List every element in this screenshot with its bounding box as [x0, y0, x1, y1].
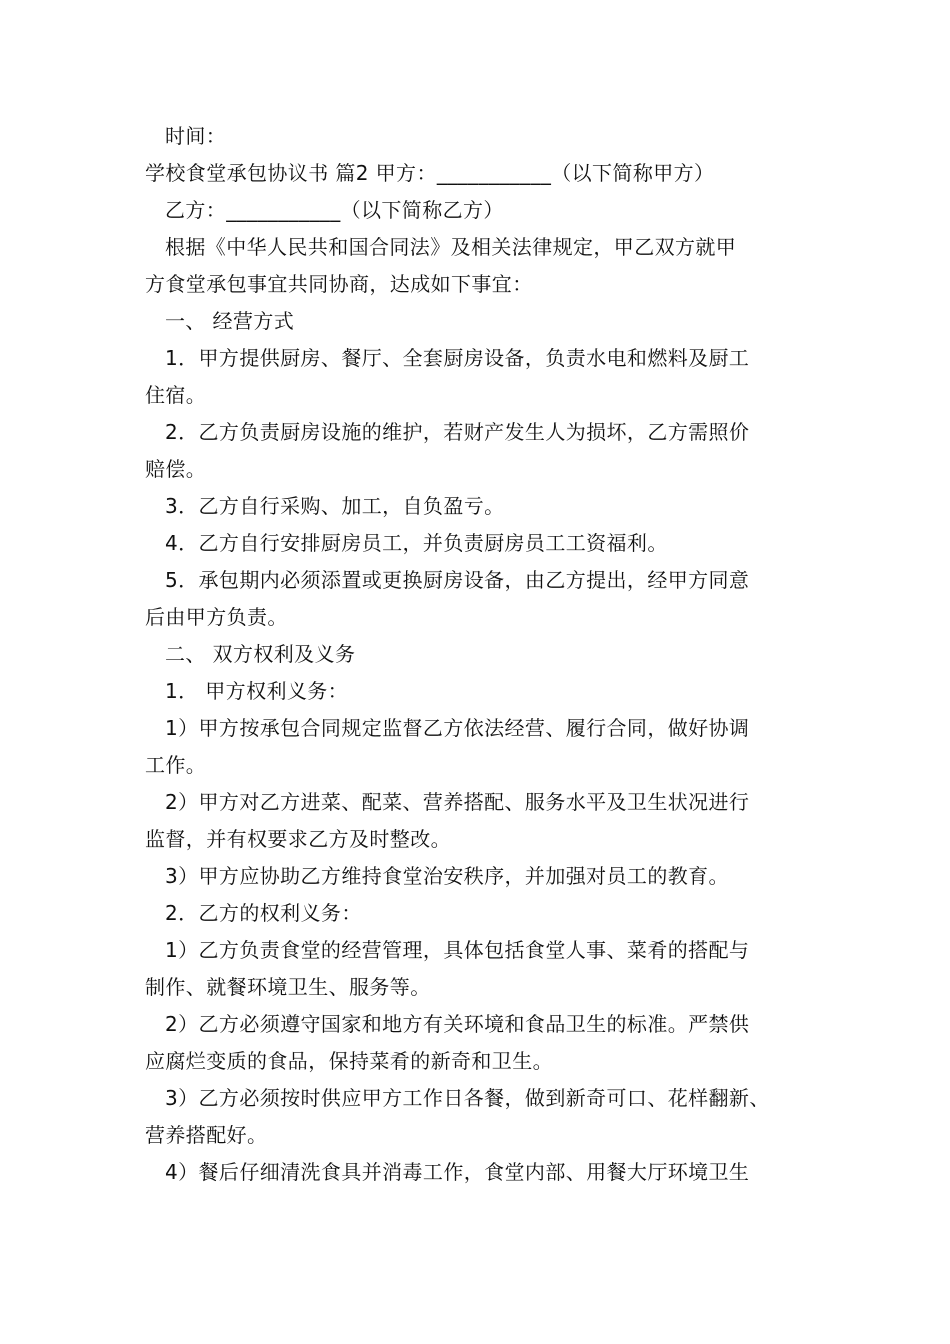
- doc-line-b3a: 3）乙方必须按时供应甲方工作日各餐，做到新奇可口、花样翻新、: [165, 1086, 770, 1110]
- doc-line-preamble-2: 方食堂承包事宜共同协商，达成如下事宜：: [145, 272, 533, 296]
- doc-line-title-party-a: 学校食堂承包协议书 篇2 甲方：___________（以下简称甲方）: [145, 161, 715, 185]
- doc-line-preamble-1: 根据《中华人民共和国合同法》及相关法律规定，甲乙双方就甲: [165, 235, 737, 259]
- doc-line-time: 时间：: [165, 124, 227, 148]
- doc-line-a3: 3）甲方应协助乙方维持食堂治安秩序，并加强对员工的教育。: [165, 864, 729, 888]
- doc-line-a1a: 1）甲方按承包合同规定监督乙方依法经营、履行合同，做好协调: [165, 716, 750, 740]
- doc-line-party-b: 乙方：___________（以下简称乙方）: [165, 198, 504, 222]
- subsection-heading-party-b: 2．乙方的权利义务：: [165, 901, 362, 925]
- doc-line-item-2b: 赔偿。: [145, 457, 207, 481]
- doc-line-item-1b: 住宿。: [145, 383, 207, 407]
- doc-line-item-1a: 1．甲方提供厨房、餐厅、全套厨房设备，负责水电和燃料及厨工: [165, 346, 750, 370]
- doc-line-b1b: 制作、就餐环境卫生、服务等。: [145, 975, 431, 999]
- doc-line-b2b: 应腐烂变质的食品，保持菜肴的新奇和卫生。: [145, 1049, 553, 1073]
- doc-line-b2a: 2）乙方必须遵守国家和地方有关环境和食品卫生的标准。严禁供: [165, 1012, 750, 1036]
- doc-line-item-5a: 5．承包期内必须添置或更换厨房设备，由乙方提出，经甲方同意: [165, 568, 750, 592]
- doc-line-a1b: 工作。: [145, 753, 207, 777]
- doc-line-b3b: 营养搭配好。: [145, 1123, 268, 1147]
- doc-line-item-2a: 2．乙方负责厨房设施的维护，若财产发生人为损坏，乙方需照价: [165, 420, 750, 444]
- subsection-heading-party-a: 1． 甲方权利义务：: [165, 679, 349, 703]
- doc-line-b4a: 4）餐后仔细清洗食具并消毒工作，食堂内部、用餐大厅环境卫生: [165, 1160, 750, 1184]
- section-heading-operation: 一、 经营方式: [165, 309, 295, 333]
- doc-line-a2a: 2）甲方对乙方进菜、配菜、营养搭配、服务水平及卫生状况进行: [165, 790, 750, 814]
- doc-line-item-5b: 后由甲方负责。: [145, 605, 288, 629]
- doc-line-item-3: 3．乙方自行采购、加工，自负盈亏。: [165, 494, 505, 518]
- doc-line-a2b: 监督，并有权要求乙方及时整改。: [145, 827, 451, 851]
- doc-line-b1a: 1）乙方负责食堂的经营管理，具体包括食堂人事、菜肴的搭配与: [165, 938, 750, 962]
- doc-line-item-4: 4．乙方自行安排厨房员工，并负责厨房员工工资福利。: [165, 531, 668, 555]
- section-heading-rights: 二、 双方权利及义务: [165, 642, 356, 666]
- document-body: [145, 118, 815, 1191]
